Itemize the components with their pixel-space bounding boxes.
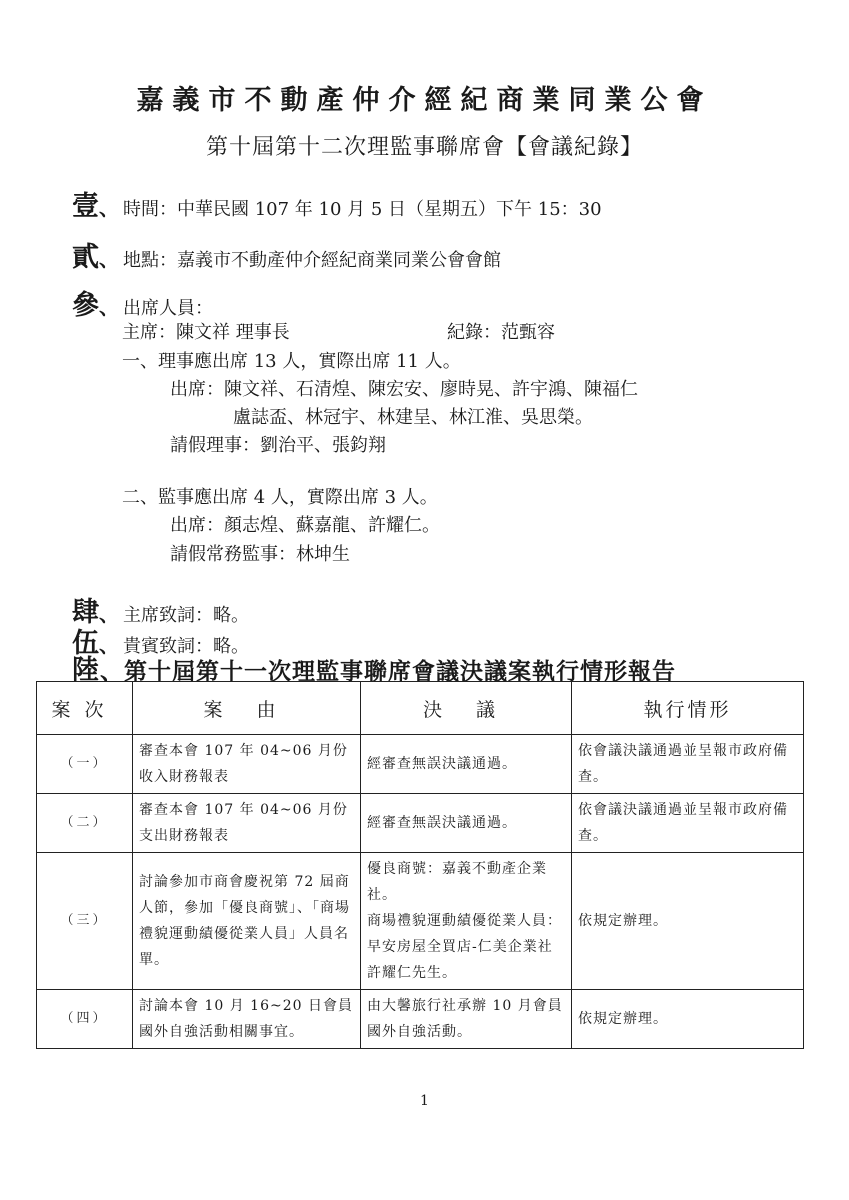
case-reason: 審查本會 107 年 04~06 月份收入財務報表: [133, 735, 361, 794]
guest-speech-text: 貴賓致詞：略。: [123, 636, 249, 657]
section-separator: 、: [99, 196, 119, 220]
directors-leave-line: 請假理事：劉治平、張鈞翔: [170, 435, 386, 456]
table-row: [37, 735, 804, 794]
chair-line: 主席：陳文祥 理事長: [122, 322, 290, 343]
supervisors-heading: 二、監事應出席 4 人，實際出席 3 人。: [122, 487, 438, 508]
directors-present-line-2: 盧誌盃、林冠宇、林建呈、林江淮、吳思榮。: [233, 407, 593, 428]
meeting-time: 時間：中華民國 107 年 10 月 5 日（星期五）下午 15：30: [123, 199, 602, 220]
case-resolution: 經審查無誤決議通過。: [361, 735, 572, 794]
resolution-status-table: [36, 681, 804, 1049]
section-separator: 、: [99, 633, 119, 657]
table-header-row: [37, 682, 804, 735]
section-location: [72, 235, 501, 274]
section-attendees: [72, 283, 213, 322]
section-number: 肆: [72, 597, 99, 628]
supervisors-present-line: 出席：顏志煌、蘇嘉龍、許耀仁。: [170, 515, 440, 536]
case-no: （二）: [37, 794, 133, 853]
report-title: 第十屆第十一次理監事聯席會議決議案執行情形報告: [124, 658, 676, 685]
header-status: 執行情形: [572, 682, 804, 735]
case-no: （四）: [37, 990, 133, 1049]
case-reason: 討論本會 10 月 16~20 日會員國外自強活動相關事宜。: [133, 990, 361, 1049]
header-resolution: 決 議: [361, 682, 572, 735]
resolution-line: 優良商號：嘉義不動產企業社。: [367, 861, 547, 903]
section-number: 壹: [72, 191, 99, 222]
case-no: （三）: [37, 853, 133, 990]
case-status: 依規定辦理。: [572, 853, 804, 990]
case-status: 依會議決議通過並呈報市政府備查。: [572, 735, 804, 794]
section-number: 陸: [72, 655, 100, 686]
table-row: [37, 794, 804, 853]
header-case-no: 案次: [37, 682, 133, 735]
section-separator: 、: [99, 247, 119, 271]
resolution-line: 商場禮貌運動績優從業人員：早安房屋全買店-仁美企業社 許耀仁先生。: [367, 913, 562, 981]
section-number: 參: [72, 290, 99, 321]
section-separator: 、: [100, 658, 124, 685]
meeting-location: 地點：嘉義市不動產仲介經紀商業同業公會會館: [123, 250, 501, 271]
directors-present-line-1: 出席：陳文祥、石清煌、陳宏安、廖時晃、許宇鴻、陳福仁: [170, 379, 638, 400]
case-resolution: [361, 853, 572, 990]
organization-title: 嘉義市不動產仲介經紀商業同業公會: [136, 85, 713, 116]
case-status: 依會議決議通過並呈報市政府備查。: [572, 794, 804, 853]
meeting-title: 第十屆第十二次理監事聯席會【會議紀錄】: [205, 135, 643, 160]
section-time: [72, 184, 602, 223]
section-separator: 、: [99, 295, 119, 319]
case-reason: 審查本會 107 年 04~06 月份支出財務報表: [133, 794, 361, 853]
page-number: 1: [420, 1093, 429, 1109]
table-row: [37, 853, 804, 990]
case-status: 依規定辦理。: [572, 990, 804, 1049]
supervisors-leave-line: 請假常務監事：林坤生: [170, 544, 350, 565]
case-resolution: 經審查無誤決議通過。: [361, 794, 572, 853]
section-separator: 、: [99, 602, 119, 626]
header-reason: 案 由: [133, 682, 361, 735]
table-row: [37, 990, 804, 1049]
attendees-heading: 出席人員：: [123, 298, 213, 319]
directors-heading: 一、理事應出席 13 人，實際出席 11 人。: [122, 351, 461, 372]
recorder-line: 紀錄：范甄容: [447, 322, 555, 343]
section-number: 貳: [72, 242, 99, 273]
section-number: 伍: [72, 628, 99, 659]
chair-speech-text: 主席致詞：略。: [123, 605, 249, 626]
case-reason: 討論參加市商會慶祝第 72 屆商人節，參加「優良商號」、「商場禮貌運動績優從業人員」人員名單。: [133, 853, 361, 990]
case-resolution: 由大馨旅行社承辦 10 月會員國外自強活動。: [361, 990, 572, 1049]
case-no: （一）: [37, 735, 133, 794]
